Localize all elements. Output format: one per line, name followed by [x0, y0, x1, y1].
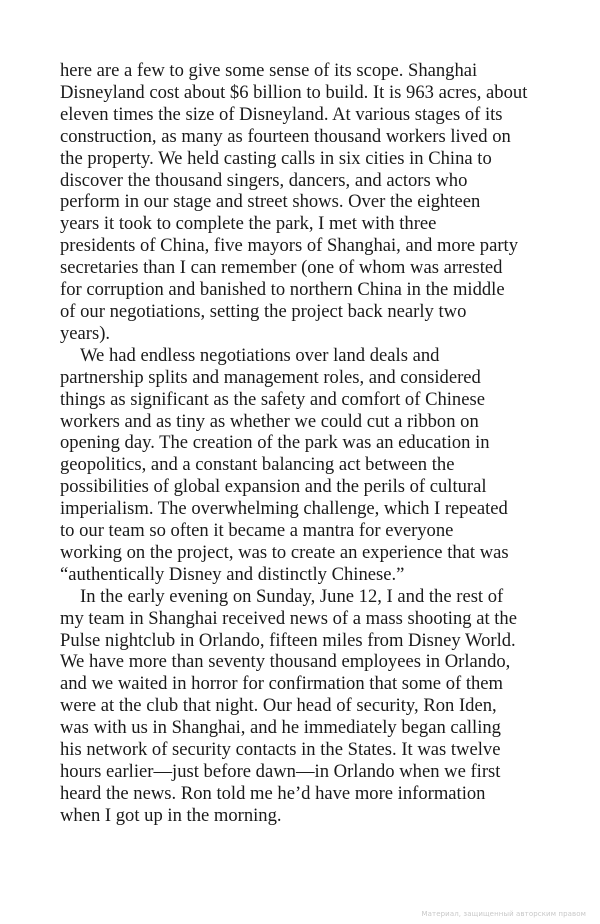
text-line: construction, as many as fourteen thousand workers lived on	[60, 125, 511, 147]
text-line: of our negotiations, setting the project back nearly two	[60, 300, 467, 322]
text-line: possibilities of global expansion and the perils of cultural	[60, 476, 487, 498]
text-line: We have more than seventy thousand employees in Orlando,	[60, 651, 511, 673]
text-line: for corruption and banished to northern China in the middle	[60, 279, 505, 301]
text-line-indented: We had endless negotiations over land deals and	[80, 344, 440, 366]
text-line-indented: In the early evening on Sunday, June 12, I and the rest of	[80, 585, 504, 607]
text-line: here are a few to give some sense of its scope. Shanghai	[60, 60, 478, 81]
paragraph-2	[60, 345, 570, 586]
text-line: heard the news. Ron told me he’d have more information	[60, 782, 486, 804]
text-line: was with us in Shanghai, and he immediately began calling	[60, 717, 501, 739]
text-line: partnership splits and management roles, and considered	[60, 366, 481, 388]
text-line: imperialism. The overwhelming challenge, which I repeated	[60, 498, 508, 520]
paragraph-1	[60, 60, 570, 345]
copyright-watermark: Материал, защищенный авторским правом	[421, 910, 586, 918]
text-line: working on the project, was to create an experience that was	[60, 541, 509, 563]
text-line: years).	[60, 322, 111, 344]
text-line: discover the thousand singers, dancers, and actors who	[60, 169, 468, 191]
text-line: were at the club that night. Our head of security, Ron Iden,	[60, 695, 497, 717]
text-line: things as significant as the safety and comfort of Chinese	[60, 388, 485, 410]
text-line: the property. We held casting calls in six cities in China to	[60, 147, 492, 169]
text-line: when I got up in the morning.	[60, 804, 282, 826]
book-page-text	[60, 60, 570, 827]
text-line: presidents of China, five mayors of Shanghai, and more party	[60, 235, 519, 257]
text-line: to our team so often it became a mantra for everyone	[60, 520, 454, 542]
text-line: geopolitics, and a constant balancing act between the	[60, 454, 455, 476]
text-line: and we waited in horror for confirmation that some of them	[60, 673, 504, 695]
text-line: my team in Shanghai received news of a mass shooting at the	[60, 607, 517, 629]
text-line: perform in our stage and street shows. Over the eighteen	[60, 191, 481, 213]
paragraph-3	[60, 586, 570, 827]
text-line: opening day. The creation of the park was an education in	[60, 432, 490, 454]
text-line: eleven times the size of Disneyland. At various stages of its	[60, 103, 503, 125]
text-line: Pulse nightclub in Orlando, fifteen miles from Disney World.	[60, 629, 516, 651]
text-line: workers and as tiny as whether we could cut a ribbon on	[60, 410, 479, 432]
text-line: years it took to complete the park, I met with three	[60, 213, 437, 235]
text-line: his network of security contacts in the States. It was twelve	[60, 739, 501, 761]
text-line: “authentically Disney and distinctly Chinese.”	[60, 563, 405, 585]
text-line: hours earlier—just before dawn—in Orlando when we first	[60, 761, 501, 782]
text-line: Disneyland cost about $6 billion to build. It is 963 acres, about	[60, 81, 528, 103]
text-line: secretaries than I can remember (one of whom was arrested	[60, 257, 503, 279]
